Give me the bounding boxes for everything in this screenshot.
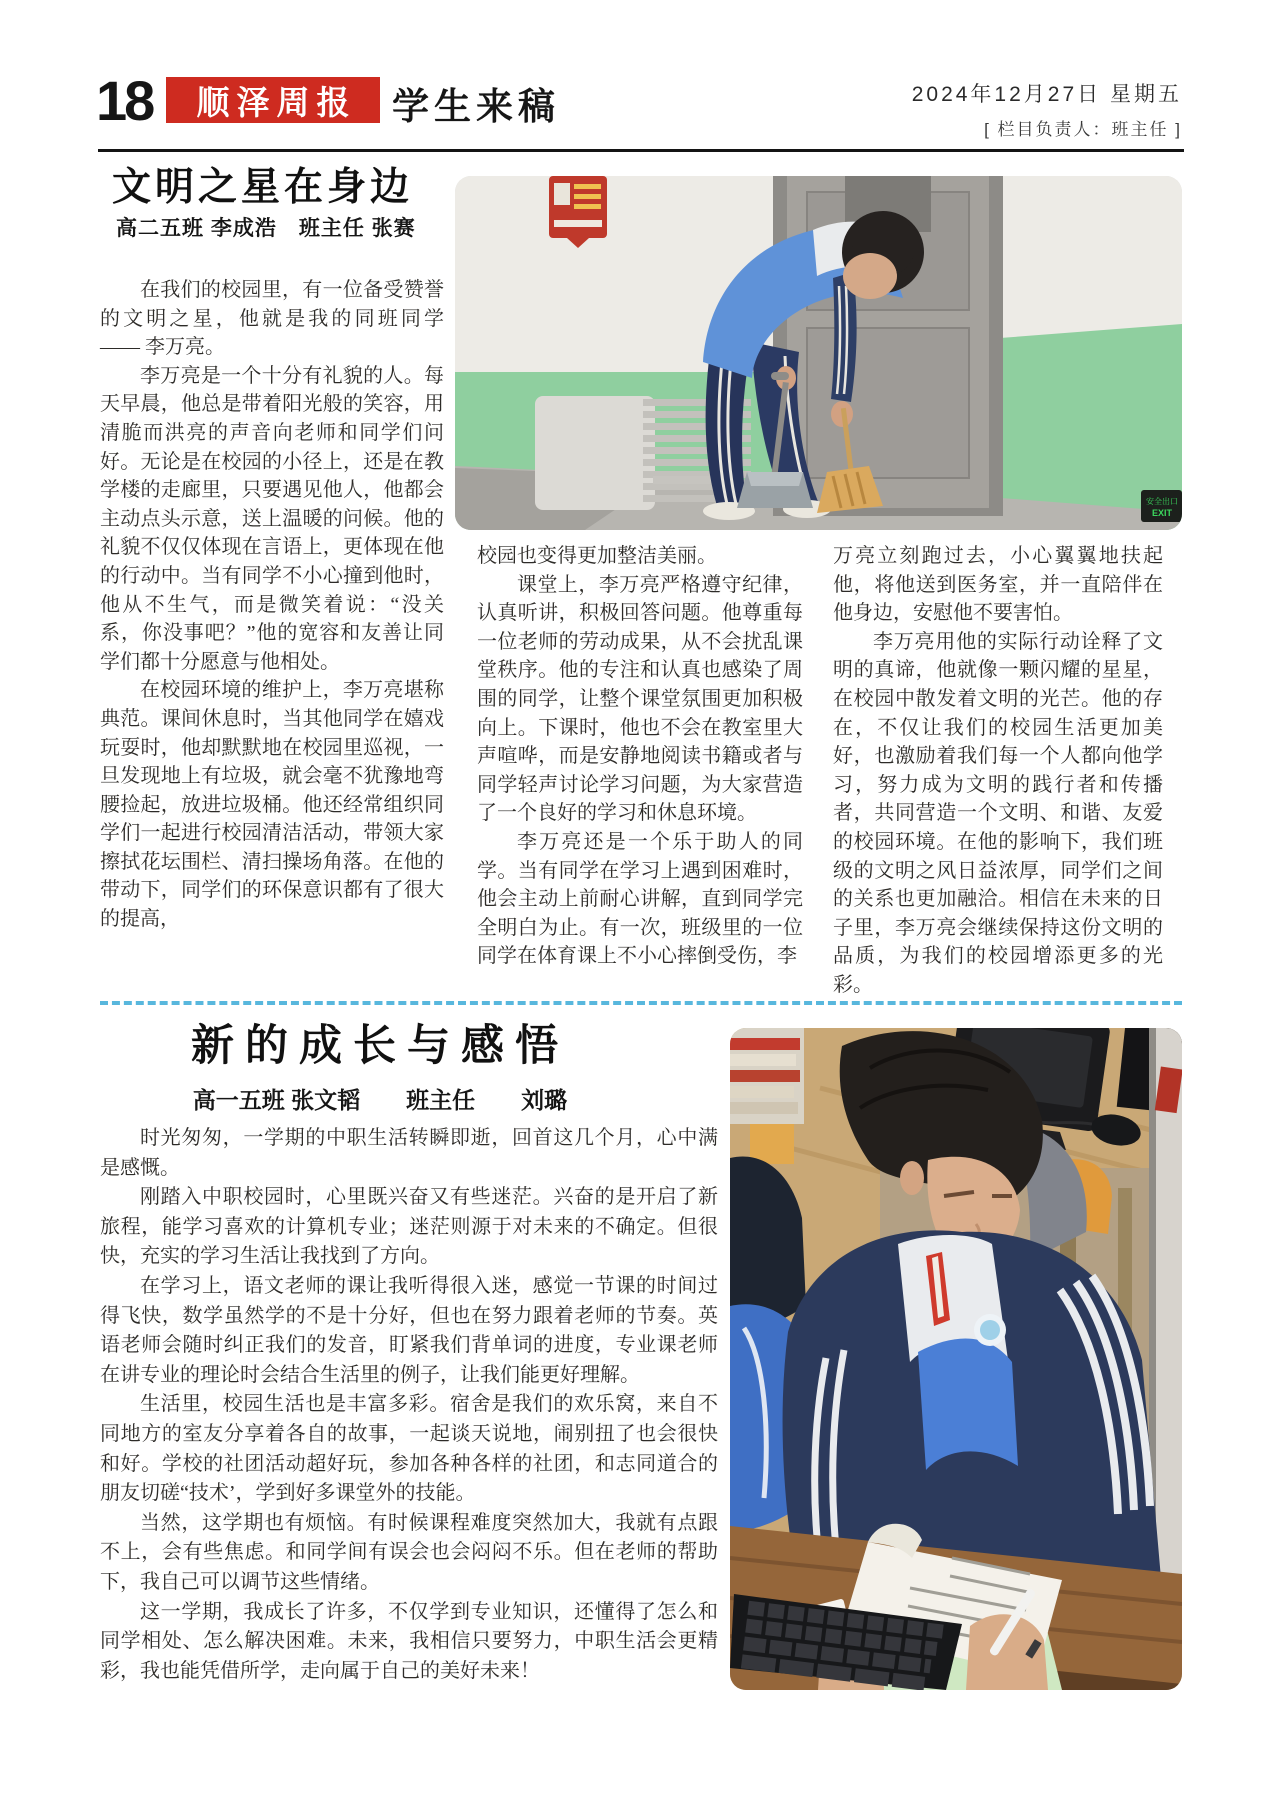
- body-paragraph: 生活里，校园生活也是丰富多彩。宿舍是我们的欢乐窝，来自不同地方的室友分享着各自的故事，一起谈天说地，闹别扭了也会很快和好。学校的社团活动超好玩，参加各种各样的社团，和志同道合的朋友切磋“技术’，学到好多课堂外的技能。: [100, 1393, 718, 1505]
- section-divider: [100, 1001, 1182, 1005]
- article1-byline: 高二五班 李成浩 班主任 张赛: [116, 217, 416, 240]
- body-paragraph: 刚踏入中职校园时，心里既兴奋又有些迷茫。兴奋的是开启了新旅程，能学习喜欢的计算机专业；迷茫则源于对未来的不确定。但很快，充实的学习生活让我找到了方向。: [100, 1186, 718, 1268]
- article1-column-3: [833, 542, 1163, 1000]
- masthead-logo: 顺泽周报: [166, 77, 380, 123]
- sweeping-photo-illustration: [455, 176, 1182, 530]
- body-paragraph: 李万亮是一个十分有礼貌的人。每天早晨，他总是带着阳光般的笑容，用清脆而洪亮的声音向老师和同学们问好。无论是在校园的小径上，还是在教学楼的走廊里，只要遇见他人，他都会主动点头示意，送上温暖的问候。他的礼貌不仅仅体现在言语上，更体现在他的行动中。当有同学不小心撞到他时，他从不生气，而是微笑着说：“没关系，你没事吧？”他的宽容和友善让同学们都十分愿意与他相处。: [100, 364, 444, 673]
- column-editor-line: [ 栏目负责人：班主任 ]: [984, 120, 1182, 139]
- article1-title: 文明之星在身边: [112, 166, 414, 209]
- body-paragraph: 李万亮还是一个乐于助人的同学。当有同学在学习上遇到困难时，他会主动上前耐心讲解，直到同学完全明白为止。有一次，班级里的一位同学在体育课上不小心摔倒受伤，李: [477, 830, 803, 968]
- body-paragraph: 李万亮用他的实际行动诠释了文明的真谛，他就像一颗闪耀的星星，在校园中散发着文明的光芒。他的存在，不仅让我们的校园生活更加美好，也激励着我们每一个人都向他学习，努力成为文明的践行者和传播者，共同营造一个文明、和谐、友爱的校园环境。在他的影响下，我们班级的文明之风日益浓厚，同学们之间的关系也更加融洽。相信在未来的日子里，李万亮会继续保持这份文明的品质，为我们的校园增添更多的光彩。: [833, 630, 1163, 996]
- exit-sign-cn: 安全出口: [1146, 497, 1178, 506]
- article2-byline: 高一五班 张文韬 班主任 刘璐: [192, 1087, 568, 1113]
- header-meta: [912, 78, 1182, 140]
- page-number: 18: [96, 69, 153, 132]
- article2-photo: [730, 1028, 1182, 1690]
- section-title: 学生来稿: [392, 86, 560, 127]
- body-paragraph: 在校园环境的维护上，李万亮堪称典范。课间休息时，当其他同学在嬉戏玩耍时，他却默默地在校园里巡视，一旦发现地上有垃圾，就会毫不犹豫地弯腰捡起，放进垃圾桶。他还经常组织同学们一起进行校园清洁活动，带领大家擦拭花坛围栏、清扫操场角落。在他的带动下，同学们的环保意识都有了很大的提高，: [100, 679, 444, 931]
- article1-photo: [455, 176, 1182, 530]
- article2-body: [100, 1124, 718, 1686]
- wall-poster: [549, 176, 607, 248]
- body-paragraph: 在学习上，语文老师的课让我听得很入迷，感觉一节课的时间过得飞快，数学虽然学的不是十分好，但也在努力跟着老师的节奏。英语老师会随时纠正我们的发音，盯紧我们背单词的进度，专业课老师在讲专业的理论时会结合生活里的例子，让我们能更好理解。: [100, 1274, 718, 1386]
- header-rule: [98, 149, 1184, 152]
- body-paragraph: 课堂上，李万亮严格遵守纪律，认真听讲，积极回答问题。他尊重每一位老师的劳动成果，从不会扰乱课堂秩序。他的专注和认真也感染了周围的同学，让整个课堂氛围更加积极向上。下课时，他也不会在教室里大声喧哗，而是安静地阅读书籍或者与同学轻声讨论学习问题，为大家营造了一个良好的学习和休息环境。: [477, 573, 803, 825]
- body-paragraph: 当然，这学期也有烦恼。有时候课程难度突然加大，我就有点跟不上，会有些焦虑。和同学间有误会也会闷闷不乐。但在老师的帮助下，我自己可以调节这些情绪。: [100, 1511, 718, 1593]
- body-paragraph: 这一学期，我成长了许多，不仅学到专业知识，还懂得了怎么和同学相处、怎么解决困难。未来，我相信只要努力，中职生活会更精彩，我也能凭借所学，走向属于自己的美好未来！: [100, 1600, 718, 1682]
- date-line: 2024年12月27日 星期五: [911, 83, 1182, 106]
- body-paragraph: 时光匆匆，一学期的中职生活转瞬即逝，回首这几个月，心中满是感慨。: [100, 1127, 718, 1179]
- body-paragraph: 在我们的校园里，有一位备受赞誉的文明之星，他就是我的同班同学 —— 李万亮。: [100, 279, 444, 359]
- article2-title: 新的成长与感悟: [191, 1022, 569, 1070]
- exit-sign: [1141, 490, 1182, 522]
- article1-column-1: [100, 276, 444, 934]
- article1-column-2: [477, 542, 803, 971]
- exit-sign-en: EXIT: [1151, 508, 1173, 518]
- writing-photo-illustration: [730, 1028, 1182, 1690]
- body-paragraph: 万亮立刻跑过去，小心翼翼地扶起他，将他送到医务室，并一直陪伴在他身边，安慰他不要害怕。: [833, 545, 1163, 625]
- body-paragraph: 校园也变得更加整洁美丽。: [477, 545, 717, 567]
